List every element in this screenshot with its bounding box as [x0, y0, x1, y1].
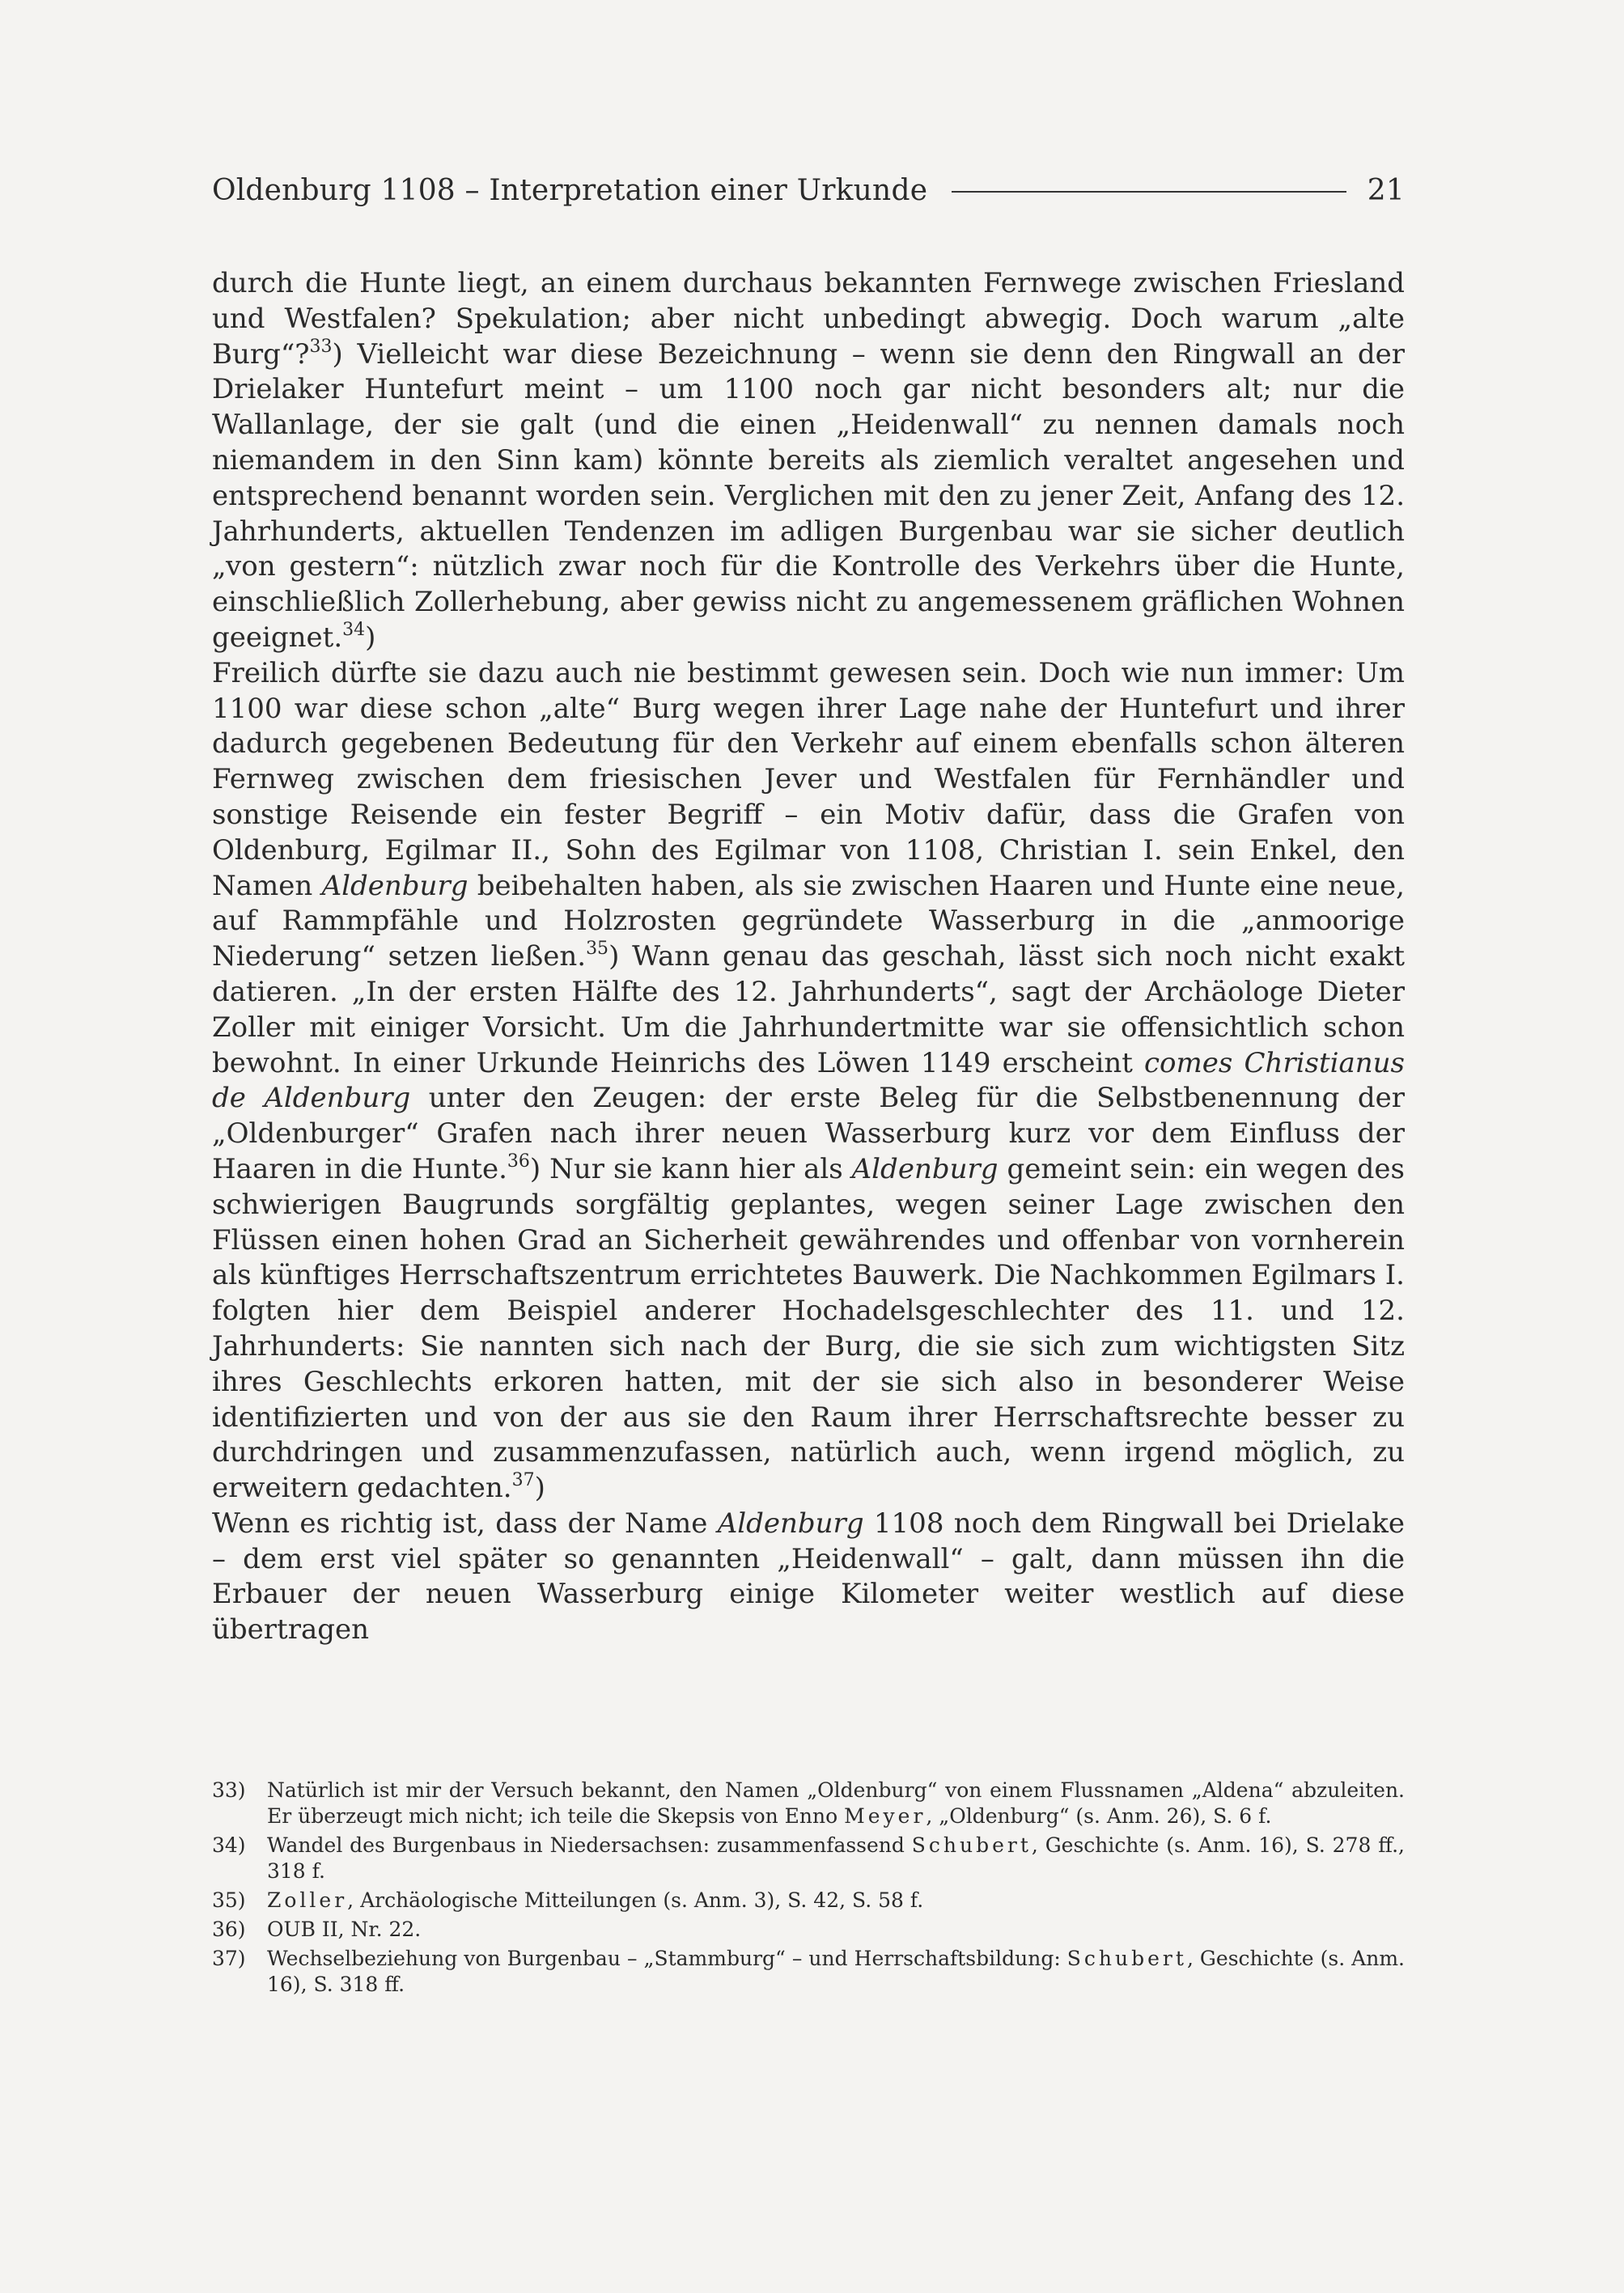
italic-term: Aldenburg — [717, 1507, 864, 1540]
footnote-number: 37) — [212, 1947, 246, 1970]
footnote-ref-33: 33 — [309, 336, 333, 357]
footnote-text: Wechselbeziehung von Burgenbau – „Stammburg“ – und Herrschaftsbildung: Schubert, Geschichte (s. Anm. 16), S. 318 ff. — [267, 1947, 1405, 1996]
text-run: gemeint sein: ein wegen des schwierigen Baugrunds sorgfältig geplantes, wegen seiner Lage zwischen den Flüssen einen hohen Grad an Sicherheit gewährendes und offenbar von vornherein als künftiges Herrschaftszentrum errichtetes Bauwerk. Die Nachkommen Egilmars I. folgten hier dem Beispiel anderer Hochadelsgeschlechter des 11. und 12. Jahrhunderts: Sie nannten sich nach der Burg, die sie sich zum wichtigsten Sitz ihres Geschlechts erkoren hatten, mit der sie sich also in besonderer Weise identifizierten und von der aus sie den Raum ihrer Herrschaftsrechte besser zu durchdringen und zusammenzufassen, natürlich auch, wenn irgend möglich, zu erweitern gedachten. — [212, 1152, 1405, 1505]
text-run: durch die Hunte liegt, an einem durchaus bekannten Fernwege zwischen Friesland und Westfalen? Spekulation; aber nicht unbedingt abwegig. Doch warum „alte Burg“? — [212, 267, 1405, 371]
text-run: Freilich dürfte sie dazu auch nie bestimmt gewesen sein. Doch wie nun immer: Um 1100 war diese schon „alte“ Burg wegen ihrer Lage nahe der Huntefurt und ihrer dadurch gegebenen Bedeutung für den Verkehr auf einem ebenfalls schon älteren Fernweg zwischen dem friesischen Jever und Westfalen für Fernhändler und sonstige Reisende ein fester Begriff – ein Motiv dafür, dass die Grafen von Oldenburg, Egilmar II., Sohn des Egilmar von 1108, Christian I. sein Enkel, den Namen — [212, 656, 1405, 902]
footnote-text: Zoller, Archäologische Mitteilungen (s. Anm. 3), S. 42, S. 58 f. — [267, 1888, 924, 1912]
paragraph-3 — [212, 1507, 1405, 1648]
author-name: Zoller — [267, 1888, 348, 1912]
footnotes — [212, 1778, 1405, 2001]
text-run: ) — [365, 621, 376, 654]
footnote-ref-35: 35 — [586, 939, 609, 960]
footnote-ref-36: 36 — [507, 1151, 530, 1172]
footnote-36 — [212, 1917, 1405, 1943]
text-run: 1108 noch dem Ringwall bei Drielake – dem erst viel später so genannten „Heidenwall“ – galt, dann müssen ihn die Erbauer der neuen Wasserburg einige Kilometer weiter westlich auf diese übertragen — [212, 1507, 1405, 1647]
footnote-number: 33) — [212, 1778, 246, 1802]
header-rule — [952, 191, 1346, 193]
footnote-33 — [212, 1778, 1405, 1829]
text-run: beibehalten haben, als sie zwischen Haaren und Hunte eine neue, auf Rammpfähle und Holzrosten gegründete Wasserburg in die „anmoorige Niederung“ setzen ließen. — [212, 869, 1405, 973]
page-number: 21 — [1367, 173, 1405, 207]
text-run: ) Wann genau das geschah, lässt sich noch nicht exakt datieren. „In der ersten Hälfte des 12. Jahrhunderts“, sagt der Archäologe Dieter Zoller mit einiger Vorsicht. Um die Jahrhundertmitte war sie offensichtlich schon bewohnt. In einer Urkunde Heinrichs des Löwen 1149 erscheint — [212, 940, 1405, 1079]
footnote-text: Natürlich ist mir der Versuch bekannt, den Namen „Oldenburg“ von einem Flussnamen „Aldena“ abzuleiten. Er überzeugt mich nicht; ich teile die Skepsis von Enno Meyer, „Oldenburg“ (s. Anm. 26), S. 6 f. — [267, 1778, 1405, 1828]
author-name: Meyer — [844, 1804, 926, 1828]
footnote-number: 35) — [212, 1888, 246, 1912]
paragraph-2 — [212, 656, 1405, 1507]
header-title: Oldenburg 1108 – Interpretation einer Urkunde — [212, 173, 928, 207]
author-name: Schubert — [1066, 1947, 1187, 1970]
italic-term: Aldenburg — [321, 869, 469, 902]
main-text — [212, 266, 1405, 1648]
text-run: ) — [534, 1472, 545, 1505]
text-run: ) Vielleicht war diese Bezeichnung – wenn sie denn den Ringwall an der Drielaker Huntefurt meint – um 1100 noch gar nicht besonders alt; nur die Wallanlage, der sie galt (und die einen „Heidenwall“ zu nennen damals noch niemandem in den Sinn kam) könnte bereits als ziemlich veraltet angesehen und entsprechend benannt worden sein. Verglichen mit den zu jener Zeit, Anfang des 12. Jahrhunderts, aktuellen Tendenzen im adligen Burgenbau war sie sicher deutlich „von gestern“: nützlich zwar noch für die Kontrolle des Verkehrs über die Hunte, einschließlich Zollerhebung, aber gewiss nicht zu angemessenem gräflichen Wohnen geeignet. — [212, 337, 1405, 654]
footnote-number: 34) — [212, 1833, 246, 1857]
running-header — [212, 166, 1405, 214]
text-run: unter den Zeugen: der erste Beleg für die Selbstbenennung der „Oldenburger“ Grafen nach ihrer neuen Wasserburg kurz vor dem Einfluss der Haaren in die Hunte. — [212, 1082, 1405, 1185]
footnote-37 — [212, 1946, 1405, 1998]
italic-term: comes Christianus de Aldenburg — [212, 1046, 1405, 1115]
text-run: ) Nur sie kann hier als — [529, 1152, 852, 1185]
footnote-number: 36) — [212, 1918, 246, 1941]
footnote-34 — [212, 1833, 1405, 1884]
footnote-text: OUB II, Nr. 22. — [267, 1918, 422, 1941]
footnote-text: Wandel des Burgenbaus in Niedersachsen: zusammenfassend Schubert, Geschichte (s. Anm. 16), S. 278 ff., 318 f. — [267, 1833, 1405, 1883]
footnote-ref-37: 37 — [511, 1470, 535, 1491]
paragraph-1 — [212, 266, 1405, 656]
text-run: Wenn es richtig ist, dass der Name — [212, 1507, 718, 1540]
footnote-ref-34: 34 — [342, 619, 366, 640]
italic-term: Aldenburg — [851, 1152, 999, 1185]
author-name: Schubert — [911, 1833, 1032, 1857]
footnote-35 — [212, 1888, 1405, 1914]
